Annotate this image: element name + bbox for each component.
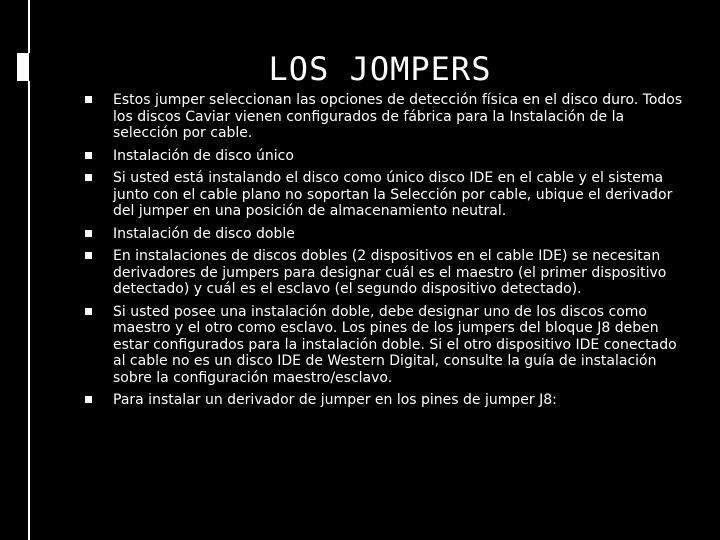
bullet-list [85,92,685,415]
bullet-text: Si usted posee una instalación doble, debe designar uno de los discos como maestro y el otro como esclavo. Los pines de los jumpers del bloque J8 deben estar configurados para la instalación doble. Si el otro dispositivo IDE conectado al cable no es un disco IDE de Western Digital, consulte la guía de instalación sobre la configuración maestro/esclavo. [113,303,677,386]
bullet-square-icon [85,308,92,315]
bullet-text: Instalación de disco doble [113,225,295,242]
bullet-text: En instalaciones de discos dobles (2 dispositivos en el cable IDE) se necesitan derivadores de jumpers para designar cuál es el maestro (el primer dispositivo detectado) y cuál es el esclavo (el segundo dispositivo detectado). [113,248,667,297]
bullet-item [85,392,685,409]
bullet-square-icon [85,230,92,237]
bullet-item [85,148,685,165]
bullet-square-icon [85,396,92,403]
bullet-text: Para instalar un derivador de jumper en los pines de jumper J8: [113,392,557,408]
slide-title: LOS JOMPERS [268,50,492,88]
bullet-text: Instalación de disco único [113,147,294,164]
bullet-item [85,170,685,220]
bullet-square-icon [85,252,92,259]
bullet-square-icon [85,174,92,181]
accent-line-bottom [28,81,30,540]
bullet-item [85,248,685,298]
bullet-square-icon [85,96,92,103]
bullet-square-icon [85,152,92,159]
bullet-text: Estos jumper seleccionan las opciones de detección física en el disco duro. Todos los discos Caviar vienen configurados de fábrica para la Instalación de la selección por cable. [113,92,683,141]
bullet-text: Si usted está instalando el disco como único disco IDE en el cable y el sistema junto con el cable plano no soportan la Selección por cable, ubique el derivador del jumper en una posición de almacenamiento neutral. [113,170,673,219]
bullet-item [85,304,685,387]
accent-line-top [28,0,30,53]
bullet-item [85,92,685,142]
bullet-item [85,226,685,243]
accent-bar [17,53,29,81]
